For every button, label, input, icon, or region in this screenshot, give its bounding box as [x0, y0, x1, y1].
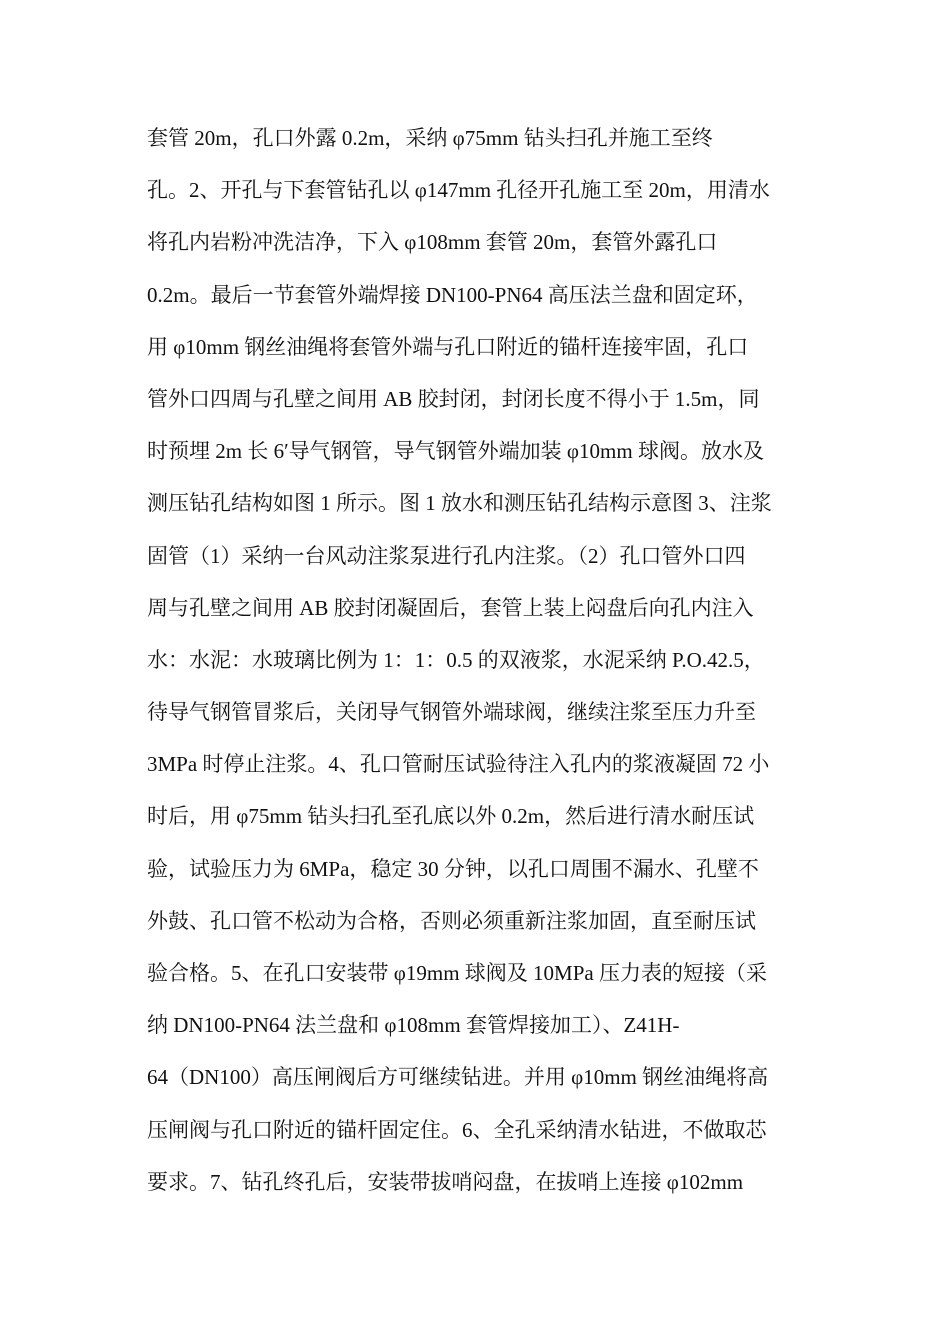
text-line: 验合格。5、在孔口安装带 φ19mm 球阀及 10MPa 压力表的短接（采: [147, 961, 767, 985]
text-line: 要求。7、钻孔终孔后，安装带拔哨闷盘，在拔哨上连接 φ102mm: [147, 1169, 744, 1194]
text-line: 验，试验压力为 6MPa，稳定 30 分钟，以孔口周围不漏水、孔壁不: [147, 856, 759, 881]
text-line: 压闸阀与孔口附近的锚杆固定住。6、全孔采纳清水钻进，不做取芯: [147, 1117, 767, 1142]
text-line: 固管（1）采纳一台风动注浆泵进行孔内注浆。（2）孔口管外口四: [147, 543, 746, 568]
text-line: 外鼓、孔口管不松动为合格，否则必须重新注浆加固，直至耐压试: [147, 908, 756, 933]
text-line: 管外口四周与孔壁之间用 AB 胶封闭，封闭长度不得小于 1.5m，同: [147, 386, 760, 411]
text-line: 纳 DN100-PN64 法兰盘和 φ108mm 套管焊接加工）、Z41H-: [147, 1013, 680, 1038]
text-line: 测压钻孔结构如图 1 所示。图 1 放水和测压钻孔结构示意图 3、注浆: [147, 491, 772, 516]
text-line: 待导气钢管冒浆后，关闭导气钢管外端球阀，继续注浆至压力升至: [147, 700, 756, 725]
text-line: 64（DN100）高压闸阀后方可继续钻进。并用 φ10mm 钢丝油绳将高: [147, 1065, 769, 1090]
text-line: 0.2m。最后一节套管外端焊接 DN100-PN64 高压法兰盘和固定环，: [147, 282, 758, 307]
text-line: 时预埋 2m 长 6′导气钢管，导气钢管外端加装 φ10mm 球阀。放水及: [147, 439, 764, 464]
text-line: 时后，用 φ75mm 钻头扫孔至孔底以外 0.2m，然后进行清水耐压试: [147, 804, 755, 829]
text-line: 水：水泥：水玻璃比例为 1：1：0.5 的双液浆，水泥采纳 P.O.42.5，: [147, 647, 765, 672]
text-line: 孔。2、开孔与下套管钻孔以 φ147mm 孔径开孔施工至 20m，用清水: [147, 178, 770, 203]
body-text: [147, 112, 807, 1208]
text-line: 周与孔壁之间用 AB 胶封闭凝固后，套管上装上闷盘后向孔内注入: [147, 595, 754, 620]
text-line: 3MPa 时停止注浆。4、孔口管耐压试验待注入孔内的浆液凝固 72 小: [147, 752, 770, 777]
text-line: 用 φ10mm 钢丝油绳将套管外端与孔口附近的锚杆连接牢固，孔口: [147, 334, 749, 359]
text-line: 将孔内岩粉冲洗洁净，下入 φ108mm 套管 20m，套管外露孔口: [147, 230, 718, 255]
text-line: 套管 20m，孔口外露 0.2m，采纳 φ75mm 钻头扫孔并施工至终: [147, 126, 713, 150]
